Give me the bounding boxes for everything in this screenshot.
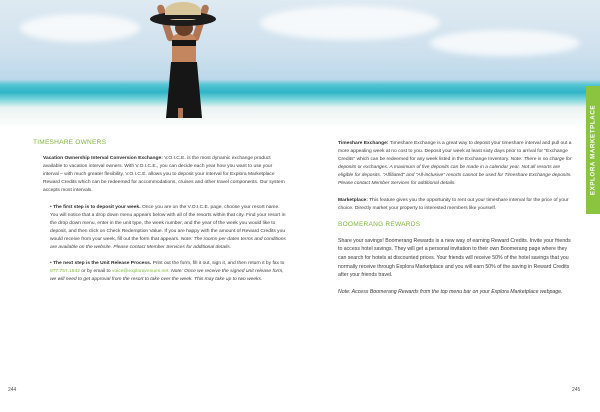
step-1-item xyxy=(50,204,289,253)
email-link[interactable]: voice@exploravenues.net. xyxy=(112,269,170,275)
page-number-right: 245 xyxy=(572,387,581,393)
boomerang-note-label: Note: xyxy=(338,288,351,295)
step-2-item xyxy=(50,260,289,284)
exchange-note: Note: There is no charge for deposits or exchanges. A maximum of five deposits can be made in a calendar year. Not all resorts are eligible for deposits. "Affiliated" and "All-inclusive" resorts cannot be used for Timeshare Exchange deposits. Please contact Member Services for additional details. xyxy=(338,157,572,187)
right-page-column xyxy=(338,140,573,302)
section-side-tab xyxy=(586,86,600,214)
step-1-body: Once you are on the V.O.I.C.E. page, choose your resort name. You will notice that a drop down menu appears below with all of the resorts within that city. Find your resort in the drop down menu, enter in the unit type, the week number, and the year of the week you would like to deposit, and then click on Check Redemption Value. If you are happy with the amount of Reward Credits you would receive from your week, fill out the form that appears. xyxy=(50,204,286,242)
marketplace-body: This feature gives you the opportunity to rent out your timeshare interval for the price of your choice. Directly market your property to interested members like yourself. xyxy=(338,197,569,211)
step-2-body-a: Print out the form, fill it out, sign it, and then return it by fax to xyxy=(152,261,285,267)
page-number-left: 244 xyxy=(8,387,17,393)
voice-paragraph xyxy=(43,155,289,195)
marketplace-title: Marketplace: xyxy=(338,197,368,203)
left-page-column xyxy=(33,139,289,294)
boomerang-heading: BOOMERANG REWARDS xyxy=(338,220,421,228)
exchange-body: Timeshare Exchange is a great way to deposit your timeshare interval and pull out a more appealing week at no cost to you. Deposit your week at least sixty days prior to arrival for "Exchange Credits" which can be redeemed for any week listed in the Exchange Inventory. xyxy=(338,141,572,163)
boomerang-body: Share your savings! Boomerang Rewards is a new way of earning Reward Credits. Invite your friends to access hotel savings. They will get a personal invitation to their own Boomerang page where they can search for hotels at discounted prices. Your friends will receive 50% of the hotel savings that you normally receive through Explora Marketplace and you will earn 50% of the saving in Reward Credits after your friends travel. xyxy=(338,237,571,279)
voice-title: Vacation Ownership Interval Conversion Exchange: xyxy=(43,156,163,162)
marketplace-paragraph xyxy=(338,197,573,213)
timeshare-owners-heading: TIMESHARE OWNERS xyxy=(33,139,107,146)
woman-in-hat-figure xyxy=(148,0,218,118)
boomerang-note xyxy=(338,288,573,297)
voice-body: V.O.I.C.E. is the most dynamic exchange product available to vacation interval owners. With V.O.I.C.E., you can decide each year how you want to use your interval – with much greater flexibility. V.O.I.C.E. allows you to deposit your interval for Explora Marketplace Reward Credits which can be redeemed for accommodations, cruises and other travel components. Our system accepts most intervals. xyxy=(43,156,285,194)
step-2-body-b: or by email to xyxy=(81,269,111,275)
step-1-title: • The first step is to deposit your week. xyxy=(50,204,141,210)
exchange-title: Timeshare Exchange: xyxy=(338,141,389,146)
step-2-note: Note: Once we receive the signed unit release form, we will need to get approval from the resort to take over the week. This may take up to two weeks. xyxy=(50,269,284,283)
step-list xyxy=(50,204,289,285)
step-2-title: • The next step is the Unit Release Process. xyxy=(50,261,152,267)
fax-number-link[interactable]: 877.757.1542 xyxy=(50,269,80,275)
exchange-paragraph xyxy=(338,140,573,189)
step-1-note: Note: The rooms-per-dates terms and conditions are available on the website. Please contact Member Services for additional details. xyxy=(50,236,286,251)
side-tab-label: EXPLORA MARKETPLACE xyxy=(589,104,597,196)
boomerang-note-text: Access Boomerang Rewards from the top menu bar on your Explora Marketplace webpage. xyxy=(351,288,563,295)
beach-photo xyxy=(0,0,600,128)
